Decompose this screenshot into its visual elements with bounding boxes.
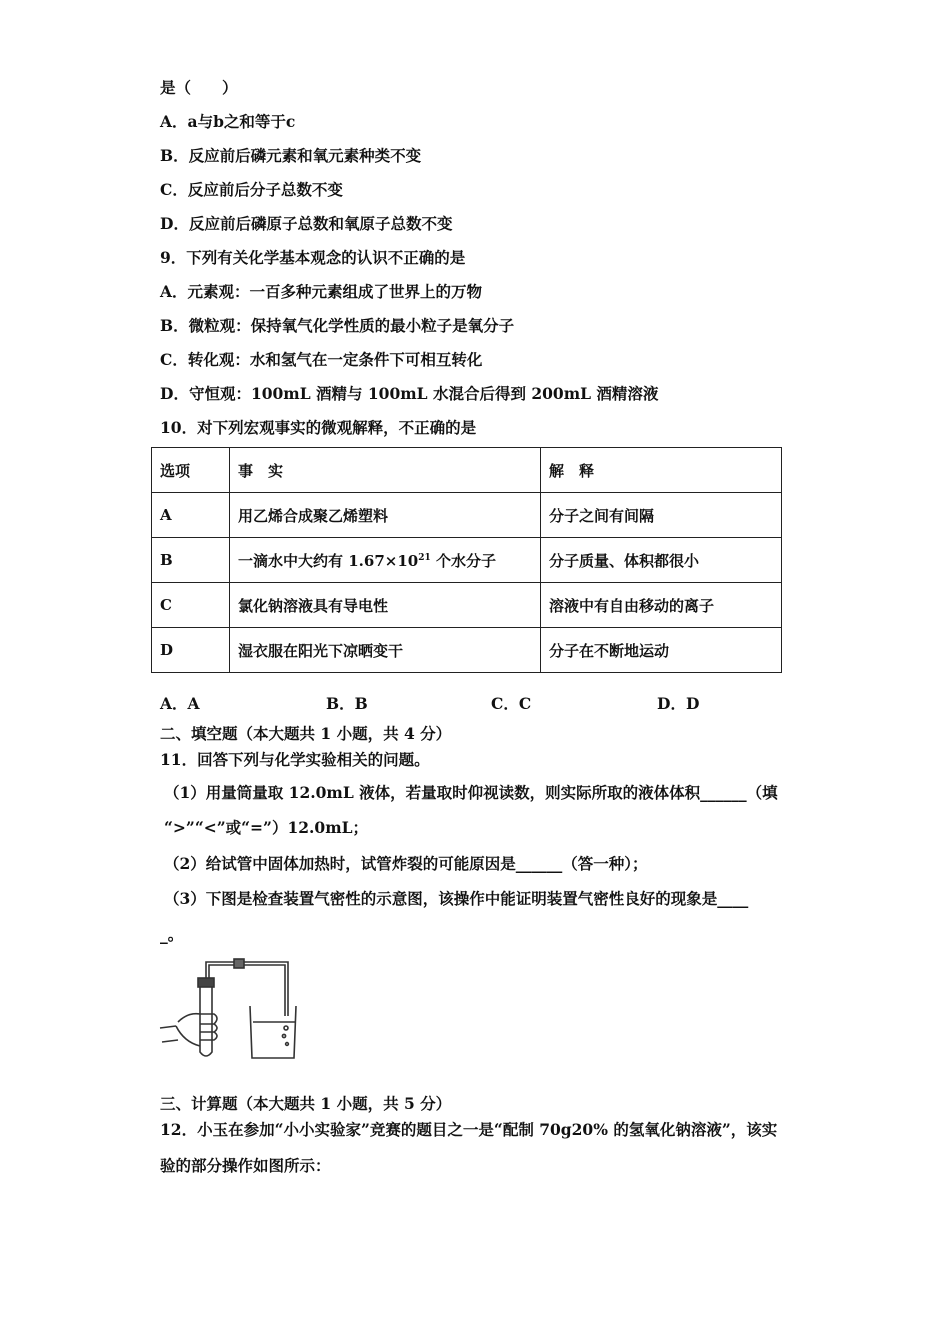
table-row bbox=[152, 538, 782, 583]
row-explanation: 分子之间有间隔 bbox=[541, 493, 782, 538]
row-fact: 湿衣服在阳光下凉晒变干 bbox=[230, 628, 541, 673]
row-explanation: 分子质量、体积都很小 bbox=[541, 538, 782, 583]
q11-part1-line2: “>”“<”或“=”）12.0mL； bbox=[164, 818, 369, 837]
row-option: A bbox=[152, 493, 230, 538]
q10-answer-c: C．C bbox=[491, 694, 532, 713]
fact-text: 一滴水中大约有 1.67×10 bbox=[238, 551, 419, 570]
exponent: 21 bbox=[418, 552, 431, 563]
q11-part1-line1: （1）用量筒量取 12.0mL 液体，若量取时仰视读数，则实际所取的液体体积______（填 bbox=[164, 783, 778, 802]
q8-option-a: A．a与b之和等于c bbox=[160, 112, 296, 131]
q8-option-c: C．反应前后分子总数不变 bbox=[160, 180, 343, 199]
q9-option-d: D．守恒观：100mL 酒精与 100mL 水混合后得到 200mL 酒精溶液 bbox=[160, 384, 659, 403]
table-row bbox=[152, 493, 782, 538]
q9-option-a: A．元素观：一百多种元素组成了世界上的万物 bbox=[160, 282, 483, 301]
q8-option-d: D．反应前后磷原子总数和氧原子总数不变 bbox=[160, 214, 453, 233]
q12-stem-line2: 验的部分操作如图所示： bbox=[160, 1156, 331, 1175]
header-option: 选项 bbox=[152, 448, 230, 493]
q9-option-b: B．微粒观：保持氧气化学性质的最小粒子是氧分子 bbox=[160, 316, 515, 335]
q11-stem: 11．回答下列与化学实验相关的问题。 bbox=[160, 750, 430, 769]
header-fact: 事 实 bbox=[230, 448, 541, 493]
q9-stem: 9．下列有关化学基本观念的认识不正确的是 bbox=[160, 248, 466, 267]
q10-answer-b: B．B bbox=[326, 694, 368, 713]
table-header-row bbox=[152, 448, 782, 493]
row-fact: 氯化钠溶液具有导电性 bbox=[230, 583, 541, 628]
row-option: B bbox=[152, 538, 230, 583]
q9-option-c: C．转化观：水和氢气在一定条件下可相互转化 bbox=[160, 350, 483, 369]
header-explanation: 解 释 bbox=[541, 448, 782, 493]
q10-stem: 10．对下列宏观事实的微观解释，不正确的是 bbox=[160, 418, 477, 437]
q10-answer-d: D．D bbox=[657, 694, 700, 713]
q10-table bbox=[151, 447, 782, 673]
fact-text-end: 个水分子 bbox=[430, 551, 496, 570]
row-option: C bbox=[152, 583, 230, 628]
row-fact bbox=[230, 538, 541, 583]
section2-title: 二、填空题（本大题共 1 小题，共 4 分） bbox=[160, 724, 452, 743]
row-option: D bbox=[152, 628, 230, 673]
row-explanation: 分子在不断地运动 bbox=[541, 628, 782, 673]
row-fact: 用乙烯合成聚乙烯塑料 bbox=[230, 493, 541, 538]
row-explanation: 溶液中有自由移动的离子 bbox=[541, 583, 782, 628]
q11-part2: （2）给试管中固体加热时，试管炸裂的可能原因是______（答一种）； bbox=[164, 854, 648, 873]
table-row bbox=[152, 583, 782, 628]
q10-answer-a: A．A bbox=[160, 694, 200, 713]
airtightness-apparatus-figure bbox=[158, 956, 298, 1068]
q8-option-b: B．反应前后磷元素和氧元素种类不变 bbox=[160, 146, 422, 165]
q8-stem-end: 是（ ） bbox=[160, 78, 238, 97]
q11-part3-line1: （3）下图是检查装置气密性的示意图，该操作中能证明装置气密性良好的现象是____ bbox=[164, 889, 749, 908]
q12-stem-line1: 12．小玉在参加“小小实验家”竞赛的题目之一是“配制 70g20% 的氢氧化钠溶液”，该实 bbox=[160, 1120, 778, 1139]
section3-title: 三、计算题（本大题共 1 小题，共 5 分） bbox=[160, 1094, 452, 1113]
q11-part3-line2: _。 bbox=[160, 925, 184, 944]
table-row bbox=[152, 628, 782, 673]
